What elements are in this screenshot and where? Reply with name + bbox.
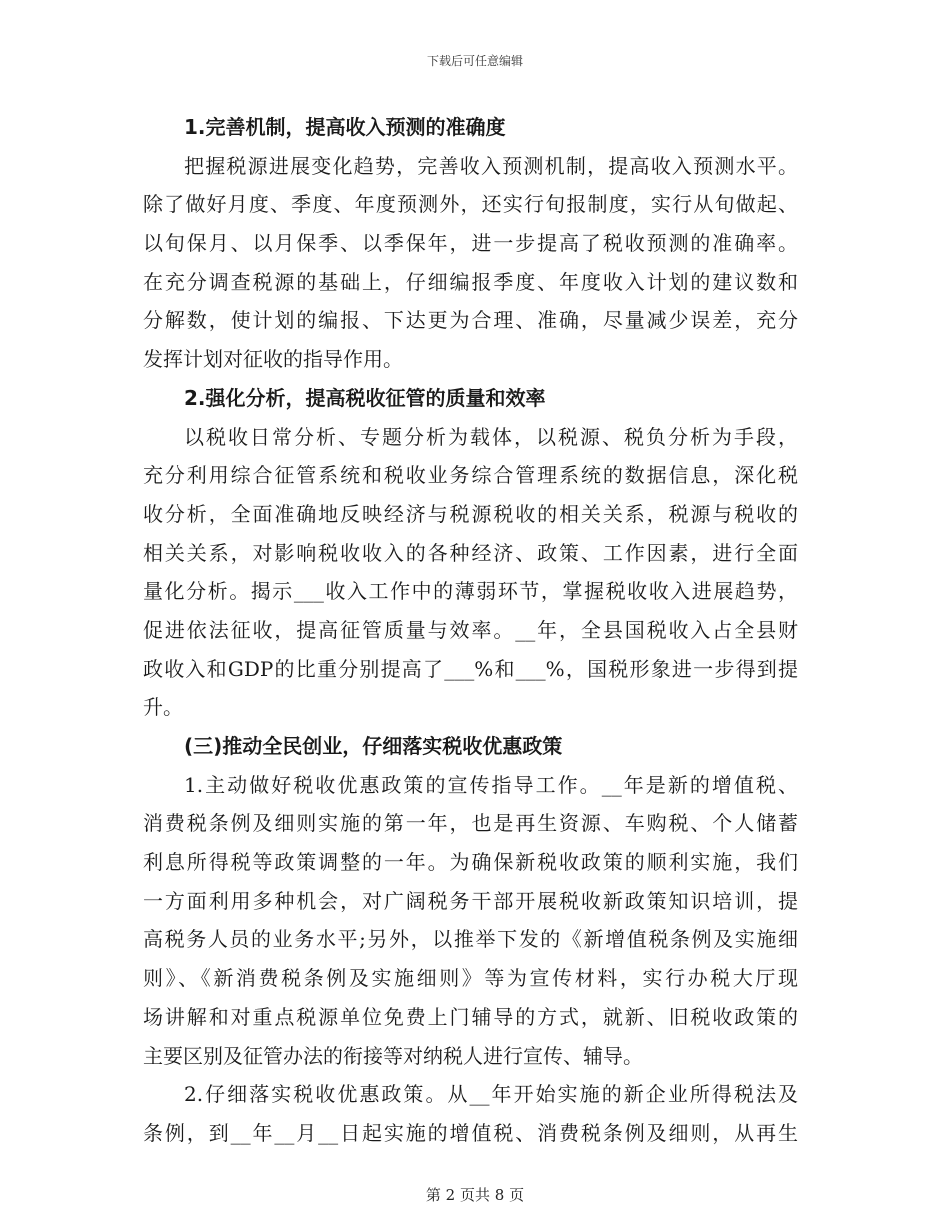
text-line: 政收入和GDP的比重分别提高了___%和___%，国税形象进一步得到提 bbox=[143, 656, 798, 681]
text-line: 相关关系，对影响税收收入的各种经济、政策、工作因素，进行全面 bbox=[143, 540, 798, 565]
text-line: 以旬保月、以月保季、以季保年，进一步提高了税收预测的准确率。 bbox=[143, 231, 798, 256]
page-header: 下载后可任意编辑 bbox=[426, 54, 523, 68]
text-line: 分解数，使计划的编报、下达更为合理、准确，尽量减少误差，充分 bbox=[143, 308, 798, 333]
text-line: 促进依法征收，提高征管质量与效率。__年，全县国税收入占全县财 bbox=[143, 617, 798, 642]
text-line: 条例，到__年__月__日起实施的增值税、消费税条例及细则，从再生 bbox=[143, 1120, 798, 1145]
section-heading: (三)推动全民创业，仔细落实税收优惠政策 bbox=[184, 734, 563, 758]
text-line: 以税收日常分析、专题分析为载体，以税源、税负分析为手段， bbox=[184, 424, 798, 449]
text-line: 充分利用综合征管系统和税收业务综合管理系统的数据信息，深化税 bbox=[143, 463, 798, 488]
section-heading: 2.强化分析，提高税收征管的质量和效率 bbox=[184, 385, 546, 410]
text-line: 在充分调查税源的基础上，仔细编报季度、年度收入计划的建议数和 bbox=[143, 269, 798, 294]
text-line: 则》、《新消费税条例及实施细则》等为宣传材料，实行办税大厅现 bbox=[143, 966, 798, 991]
text-line: 场讲解和对重点税源单位免费上门辅导的方式，就新、旧税收政策的 bbox=[143, 1004, 798, 1029]
text-line: 升。 bbox=[143, 695, 183, 720]
text-line: 2.仔细落实税收优惠政策。从__年开始实施的新企业所得税法及 bbox=[184, 1082, 798, 1107]
page-footer: 第 2 页共 8 页 bbox=[425, 1186, 525, 1204]
text-line: 把握税源进展变化趋势，完善收入预测机制，提高收入预测水平。 bbox=[184, 153, 798, 178]
document-body bbox=[143, 108, 798, 1153]
text-line: 主要区别及征管办法的衔接等对纳税人进行宣传、辅导。 bbox=[143, 1043, 643, 1068]
text-line: 发挥计划对征收的指导作用。 bbox=[143, 347, 403, 372]
text-line: 利息所得税等政策调整的一年。为确保新税收政策的顺利实施，我们 bbox=[143, 850, 798, 875]
text-line: 1.主动做好税收优惠政策的宣传指导工作。__年是新的增值税、 bbox=[184, 772, 798, 797]
text-line: 消费税条例及细则实施的第一年，也是再生资源、车购税、个人储蓄 bbox=[143, 811, 798, 836]
text-line: 高税务人员的业务水平;另外，以推举下发的《新增值税条例及实施细 bbox=[143, 927, 798, 952]
section-heading: 1.完善机制，提高收入预测的准确度 bbox=[184, 115, 506, 139]
text-line: 量化分析。揭示___收入工作中的薄弱环节，掌握税收收入进展趋势， bbox=[143, 579, 798, 604]
text-line: 收分析，全面准确地反映经济与税源税收的相关关系，税源与税收的 bbox=[143, 501, 798, 526]
text-line: 一方面利用多种机会，对广阔税务干部开展税收新政策知识培训，提 bbox=[143, 888, 798, 913]
text-line: 除了做好月度、季度、年度预测外，还实行旬报制度，实行从旬做起、 bbox=[143, 192, 798, 217]
